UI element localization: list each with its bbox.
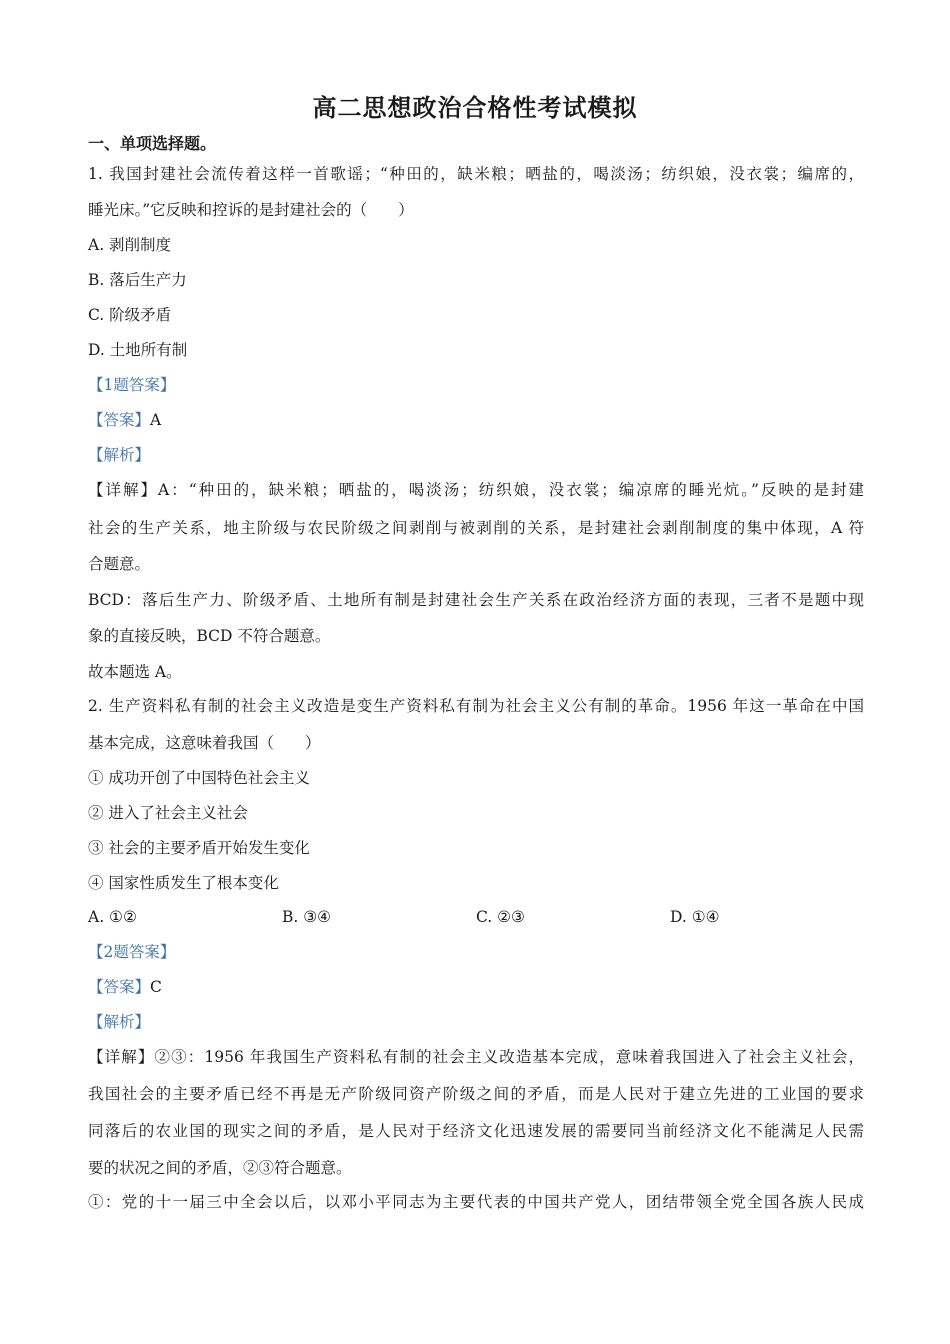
q2-answer-value: C — [150, 978, 162, 996]
q2-item-2: ② 进入了社会主义社会 — [88, 804, 248, 822]
q2-detail-line-3: 同落后的农业国的现实之间的矛盾，是人民对于经济文化迅速发展的需要同当前经济文化不能满足人民需 — [88, 1122, 864, 1140]
q2-option-c: C. ②③ — [476, 908, 525, 926]
q1-analysis-tag: 【解析】 — [88, 446, 151, 464]
q2-option-a: A. ①② — [88, 908, 137, 926]
q1-answer-value: A — [150, 411, 162, 429]
q2-answer-row — [88, 977, 864, 997]
q1-detail-line-2: 社会的生产关系，地主阶级与农民阶级之间剥削与被剥削的关系，是封建社会剥削制度的集中体现，A 符 — [88, 519, 864, 537]
q1-option-a: A. 剥削制度 — [88, 236, 172, 254]
q2-detail-tag: 【详解】 — [88, 1048, 155, 1066]
q1-detail-line-3: 合题意。 — [88, 555, 151, 573]
q1-detail-line-1 — [88, 480, 864, 500]
q2-analysis-tag: 【解析】 — [88, 1013, 151, 1031]
q2-item-4: ④ 国家性质发生了根本变化 — [88, 874, 279, 892]
q1-detail-line-4: BCD：落后生产力、阶级矛盾、土地所有制是封建社会生产关系在政治经济方面的表现，三者不是题中现 — [88, 591, 864, 609]
q2-detail-line-4: 要的状况之间的矛盾，②③符合题意。 — [88, 1159, 352, 1177]
q1-stem-line-2: 睡光床。”它反映和控诉的是封建社会的（ ） — [88, 201, 414, 219]
q2-item-3: ③ 社会的主要矛盾开始发生变化 — [88, 839, 310, 857]
q2-option-d: D. ①④ — [670, 908, 720, 926]
q1-answer-header: 【1题答案】 — [88, 376, 176, 394]
q2-detail-line-5: ①：党的十一届三中全会以后，以邓小平同志为主要代表的中国共产党人，团结带领全党全国各族人民成 — [88, 1193, 864, 1211]
section-heading: 一、单项选择题。 — [88, 134, 217, 153]
q2-detail-line-1 — [88, 1047, 864, 1067]
q1-stem-line-1: 1. 我国封建社会流传着这样一首歌谣；“种田的，缺米粮；晒盐的，喝淡汤；纺织娘，没衣裳；编席的， — [88, 165, 864, 183]
q2-stem-line-1: 2. 生产资料私有制的社会主义改造是变生产资料私有制为社会主义公有制的革命。1956 年这一革命在中国 — [88, 697, 864, 715]
q2-answer-tag: 【答案】 — [88, 978, 151, 996]
q1-option-c: C. 阶级矛盾 — [88, 306, 172, 324]
q2-detail-text-1: ②③：1956 年我国生产资料私有制的社会主义改造基本完成，意味着我国进入了社会主义社会， — [154, 1048, 864, 1066]
q1-answer-tag: 【答案】 — [88, 411, 151, 429]
q2-item-1: ① 成功开创了中国特色社会主义 — [88, 769, 310, 787]
q1-option-d: D. 土地所有制 — [88, 341, 188, 359]
q2-detail-line-2: 我国社会的主要矛盾已经不再是无产阶级同资产阶级之间的矛盾，而是人民对于建立先进的工业国的要求 — [88, 1085, 864, 1103]
q1-detail-line-5: 象的直接反映，BCD 不符合题意。 — [88, 627, 331, 645]
q2-answer-header: 【2题答案】 — [88, 943, 176, 961]
q2-stem-line-2: 基本完成，这意味着我国（ ） — [88, 734, 321, 752]
q1-detail-tag: 【详解】 — [88, 481, 159, 499]
q1-answer-row — [88, 410, 864, 430]
q1-option-b: B. 落后生产力 — [88, 271, 187, 289]
q1-detail-text-1: A：“种田的，缺米粮；晒盐的，喝淡汤；纺织娘，没衣裳；编凉席的睡光炕。”反映的是封建 — [158, 481, 864, 499]
q2-option-b: B. ③④ — [282, 908, 332, 926]
q1-conclusion: 故本题选 A。 — [88, 663, 182, 681]
document-title: 高二思想政治合格性考试模拟 — [312, 93, 638, 122]
